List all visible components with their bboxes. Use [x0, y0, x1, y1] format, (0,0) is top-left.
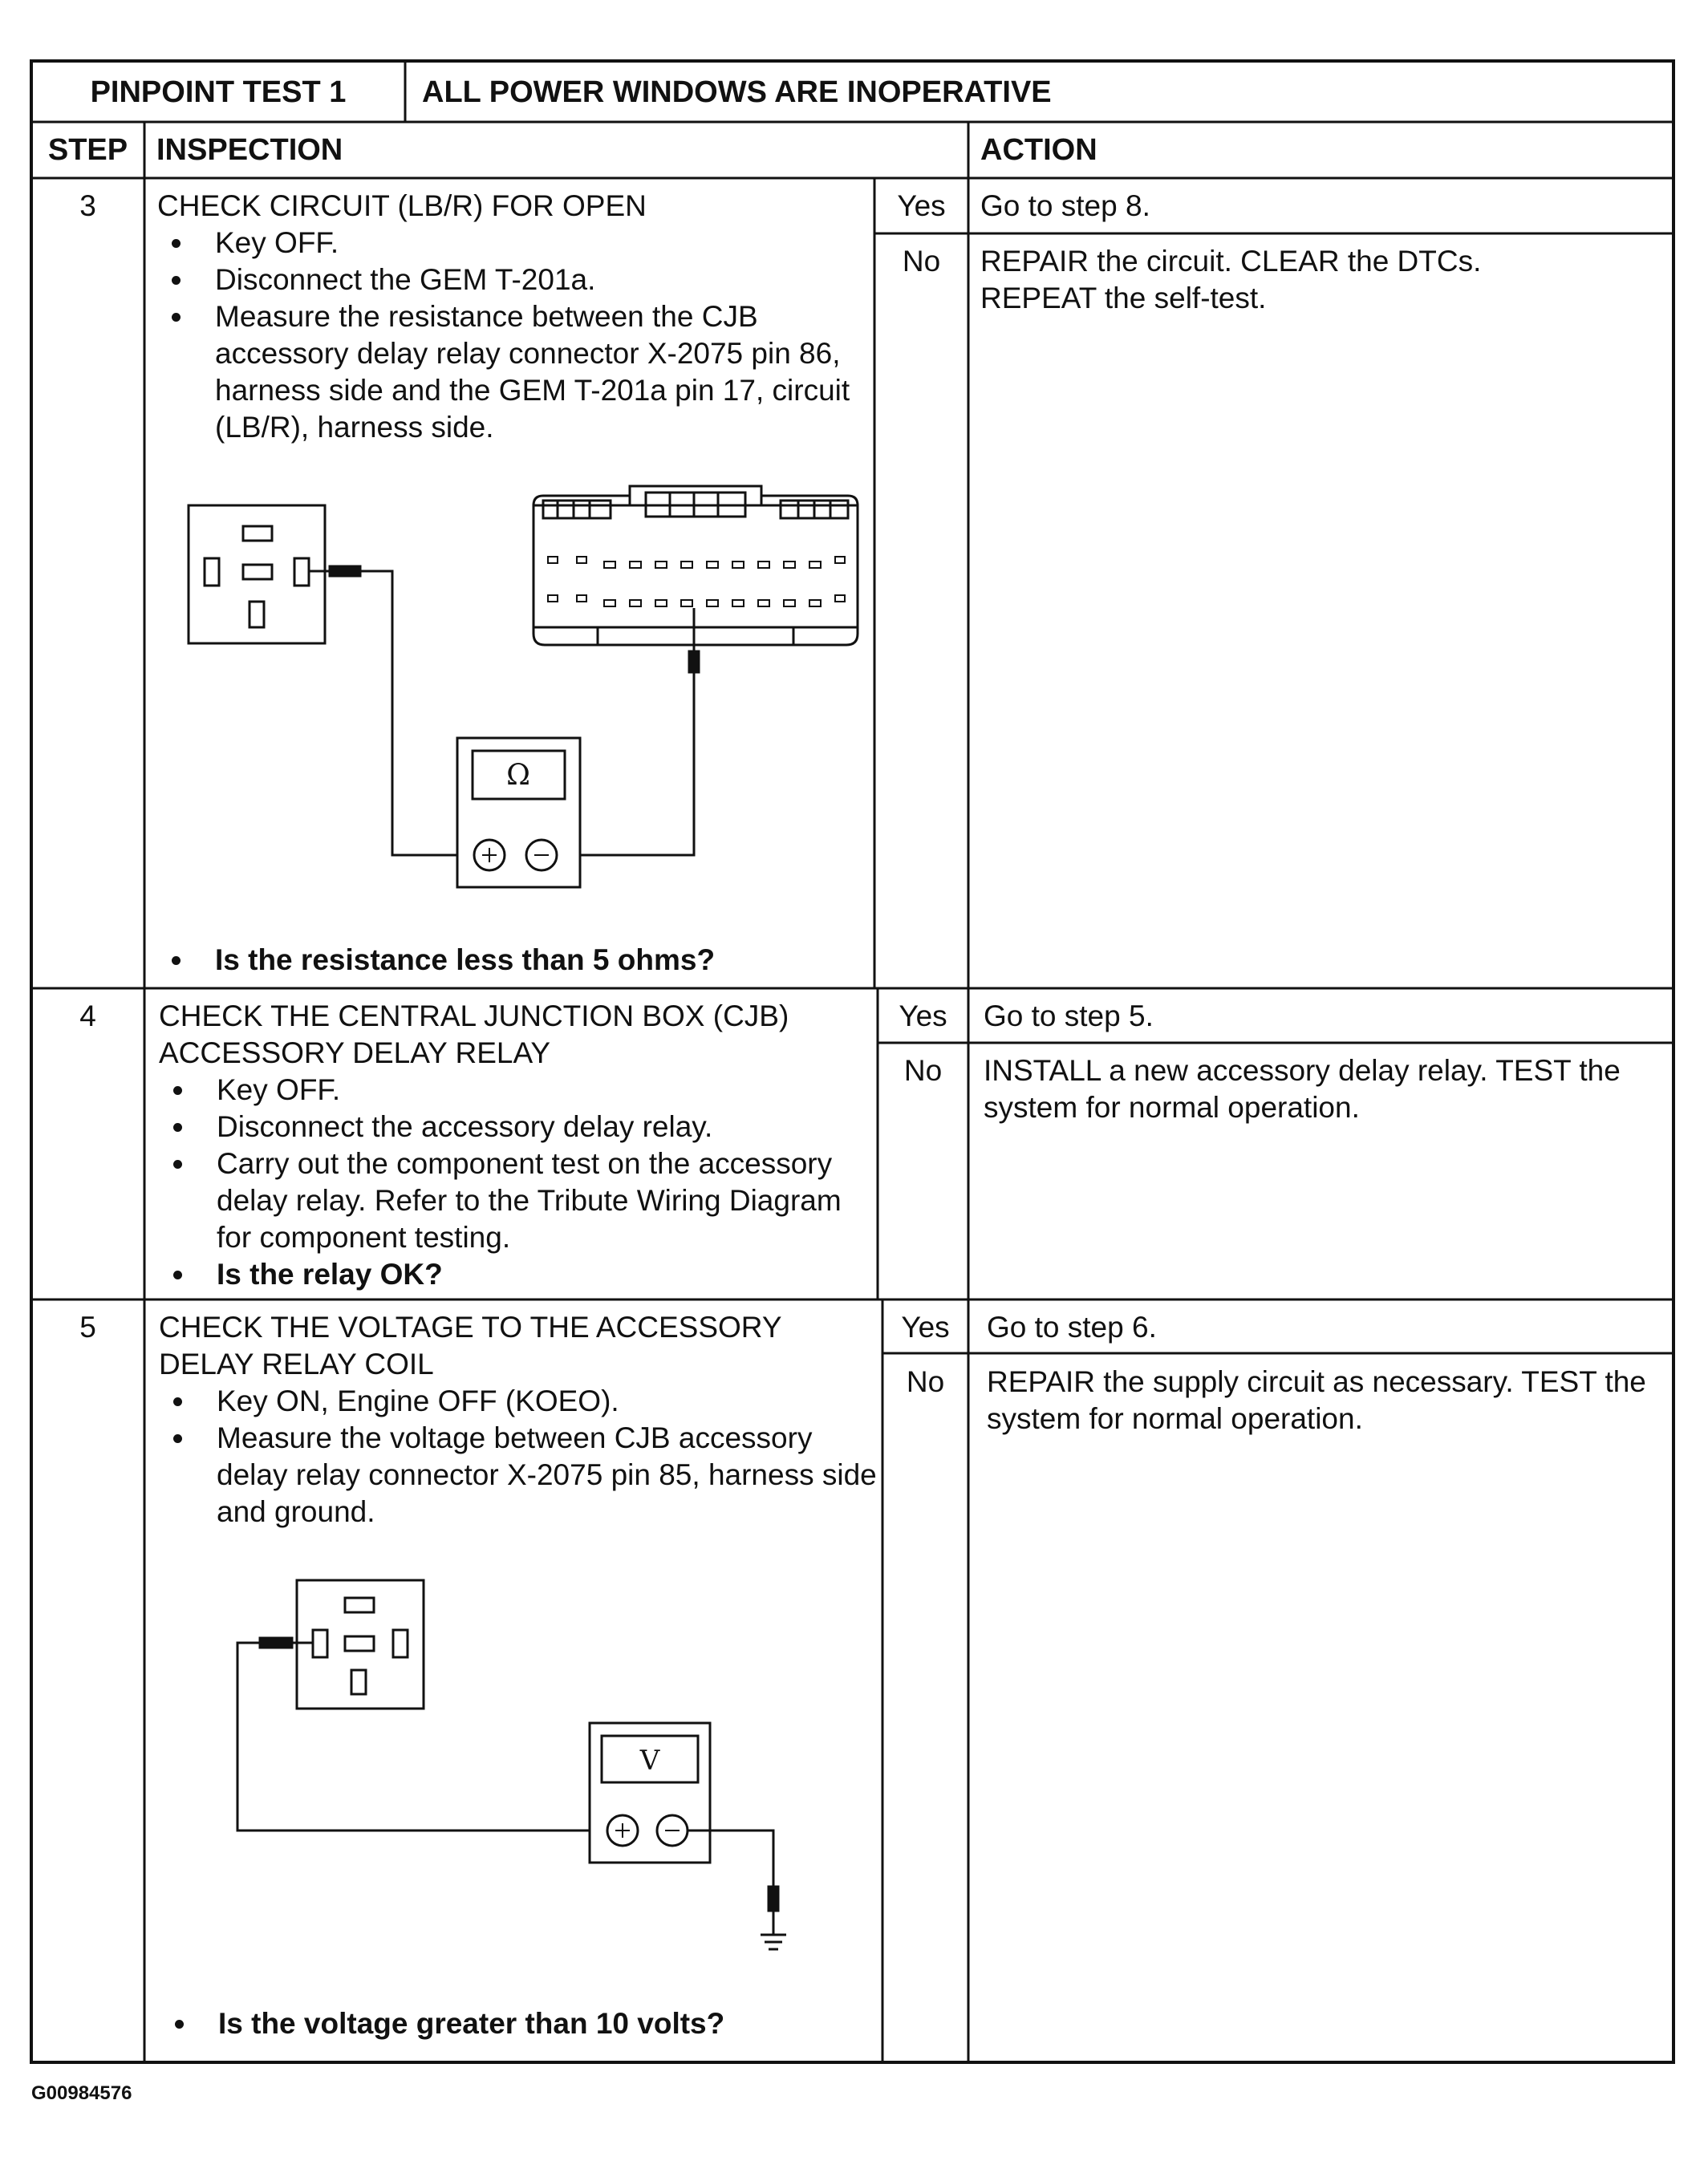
voltage-test-diagram	[225, 1572, 818, 1973]
step-inspection	[159, 1309, 878, 1531]
step-number: 3	[79, 189, 96, 222]
no-label: No	[902, 245, 941, 278]
inspection-bullet: Disconnect the accessory delay relay.	[159, 1109, 873, 1145]
no-label: No	[903, 1054, 943, 1087]
ground-symbol-icon	[761, 1935, 786, 1949]
step-title: CHECK THE CENTRAL JUNCTION BOX (CJB) ACCESSORY DELAY RELAY	[159, 999, 789, 1069]
step-inspection	[159, 998, 873, 1293]
relay-connector-x2075-icon	[297, 1580, 424, 1709]
step-question	[160, 2005, 874, 2042]
column-header-action: ACTION	[980, 133, 1097, 167]
inspection-question: Is the resistance less than 5 ohms?	[157, 942, 867, 979]
inspection-bullet: Key ON, Engine OFF (KOEO).	[159, 1383, 878, 1420]
column-header-inspection: INSPECTION	[156, 133, 343, 167]
inspection-bullet: Disconnect the GEM T-201a.	[157, 262, 867, 298]
resistance-test-diagram	[181, 481, 870, 898]
step-question	[157, 942, 867, 979]
inspection-bullet: Key OFF.	[159, 1072, 873, 1109]
no-action: INSTALL a new accessory delay relay. TEST the system for normal operation.	[984, 1054, 1621, 1124]
yes-action: Go to step 5.	[984, 999, 1154, 1032]
inspection-bullet: Key OFF.	[157, 225, 867, 262]
inspection-question: Is the relay OK?	[159, 1256, 873, 1293]
inspection-bullet: Measure the resistance between the CJB accessory delay relay connector X-2075 pin 86, harness side and the GEM T-201a pin 17, circuit (LB/R), harness side.	[157, 298, 867, 446]
no-label: No	[906, 1365, 945, 1398]
no-action: REPAIR the supply circuit as necessary. TEST the system for normal operation.	[987, 1365, 1646, 1435]
yes-label: Yes	[897, 189, 946, 222]
step-number: 5	[79, 1311, 96, 1344]
inspection-bullet: Measure the voltage between CJB accessory delay relay connector X-2075 pin 85, harness side and ground.	[159, 1420, 878, 1531]
yes-action: Go to step 8.	[980, 189, 1150, 222]
step-inspection	[157, 188, 867, 446]
yes-action: Go to step 6.	[987, 1311, 1157, 1344]
yes-label: Yes	[901, 1311, 950, 1344]
inspection-bullet: Carry out the component test on the accessory delay relay. Refer to the Tribute Wiring Diagram for component testing.	[159, 1145, 873, 1256]
yes-label: Yes	[899, 999, 947, 1032]
no-action: REPAIR the circuit. CLEAR the DTCs. REPEAT the self-test.	[980, 245, 1482, 314]
step-number: 4	[79, 999, 96, 1032]
meter-symbol: V	[639, 1745, 660, 1777]
figure-code: G00984576	[31, 2082, 132, 2104]
column-header-step: STEP	[47, 133, 128, 167]
meter-symbol: Ω	[506, 759, 530, 792]
pinpoint-test-label: PINPOINT TEST 1	[90, 75, 347, 109]
inspection-question: Is the voltage greater than 10 volts?	[160, 2005, 874, 2042]
step-title: CHECK THE VOLTAGE TO THE ACCESSORY DELAY RELAY COIL	[159, 1311, 781, 1380]
pinpoint-test-title: ALL POWER WINDOWS ARE INOPERATIVE	[422, 75, 1052, 109]
step-title: CHECK CIRCUIT (LB/R) FOR OPEN	[157, 189, 647, 222]
